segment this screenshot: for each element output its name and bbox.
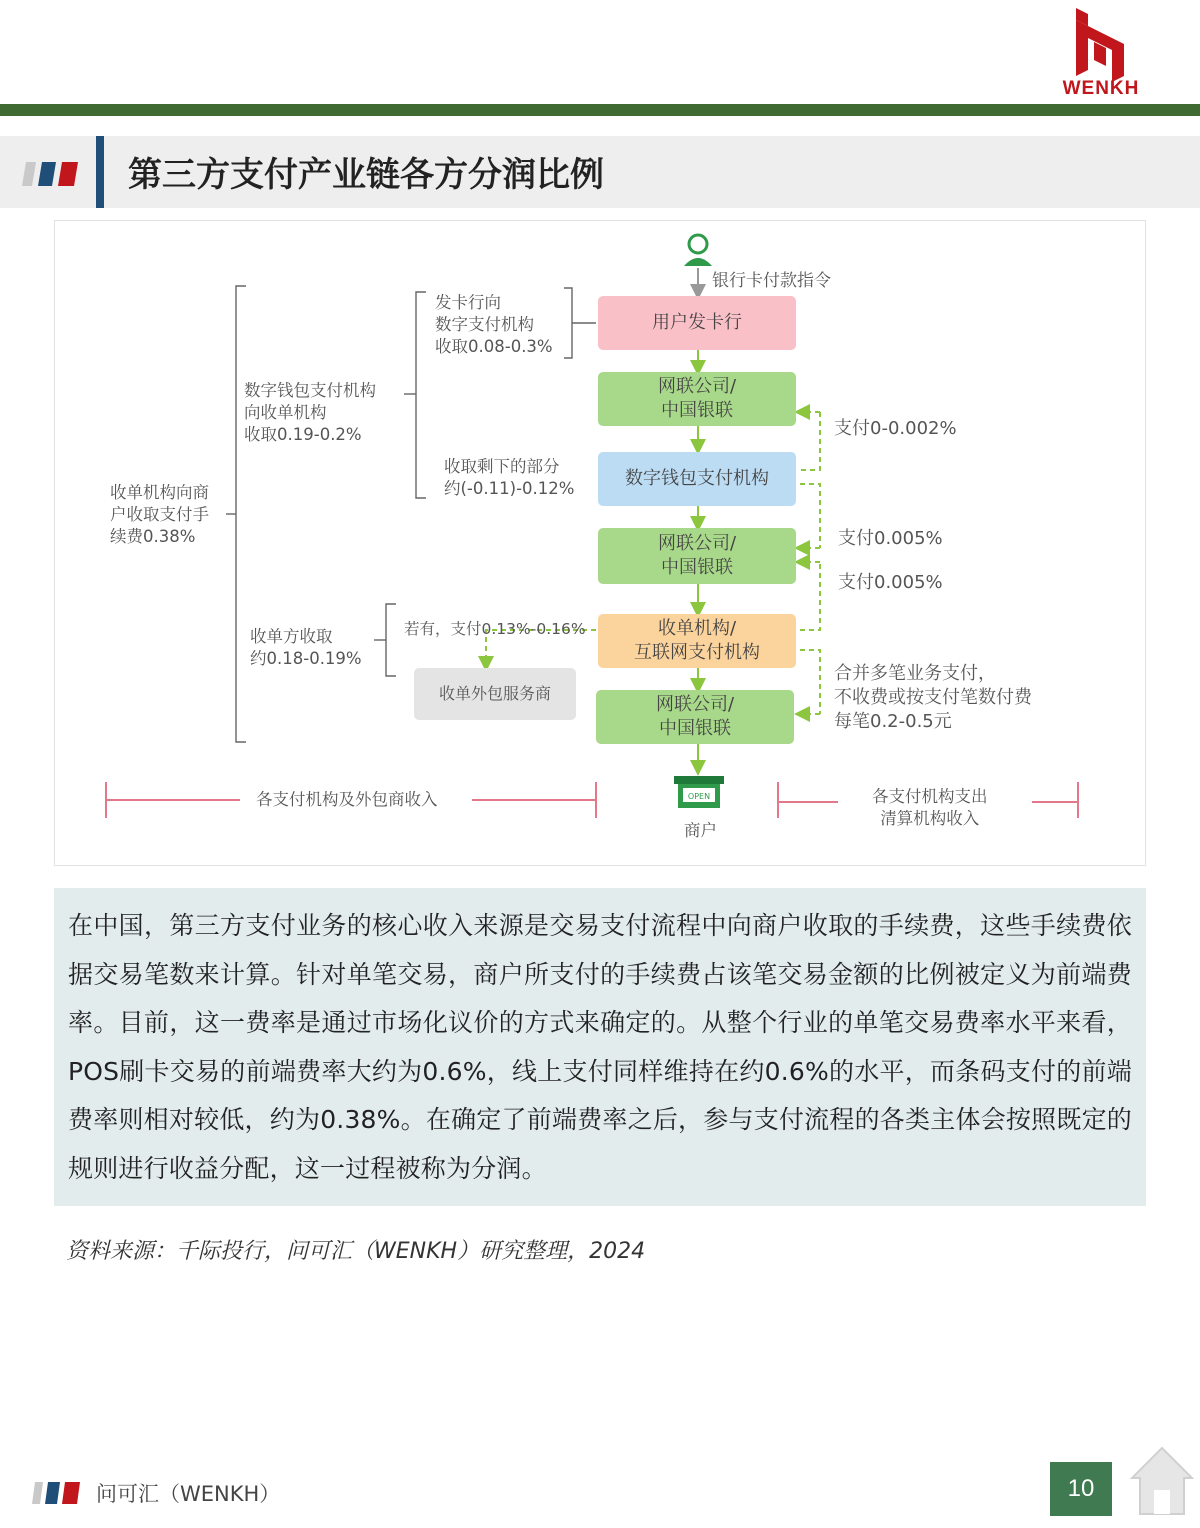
issuer-fee-label: 发卡行向 数字支付机构 收取0.08-0.3% [435,293,553,356]
outsource-pay-label: 若有，支付0.13%-0.16% [404,620,586,638]
pay-label-1: 支付0-0.002% [834,418,957,439]
outsourcer-box: 收单外包服务商 [414,668,576,720]
source-note: 资料来源：千际投行，问可汇（WENKH）研究整理，2024 [66,1239,646,1264]
pay-label-3: 支付0.005% [838,572,943,593]
home-icon[interactable] [1130,1444,1194,1518]
page-title: 第三方支付产业链各方分润比例 [128,155,604,195]
acquirer-fee-label: 收单机构向商 户收取支付手 续费0.38% [110,483,209,546]
issuer-bank-box: 用户发卡行 [598,296,796,350]
unionpay-box-2: 网联公司/ 中国银联 [598,528,796,584]
right-range-label: 各支付机构支出 清算机构收入 [872,787,988,828]
acquirer-take-label: 收单方收取 约0.18-0.19% [250,627,362,668]
shop-sign: OPEN [687,792,711,801]
shop-icon [674,776,724,808]
pay-label-2: 支付0.005% [838,528,943,549]
remaining-share-label: 收取剩下的部分 约(-0.11)-0.12% [444,457,575,498]
page-number: 10 [1050,1462,1112,1516]
summary-paragraph: 在中国，第三方支付业务的核心收入来源是交易支付流程中向商户收取的手续费，这些手续费依据交易笔数来计算。针对单笔交易，商户所支付的手续费占该笔交易金额的比例被定义为前端费率。目前，这一费率是通过市场化议价的方式来确定的。从整个行业的单笔交易费率水平来看，POS刷卡交易的前端费率大约为0.6%，线上支付同样维持在约0.6%的水平，而条码支付的前端费率则相对较低，约为0.38%。在确定了前端费率之后，参与支付流程的各类主体会按照既定的规则进行收益分配，这一过程被称为分润。 [68,911,1132,1183]
merchant-label: 商户 [684,821,717,840]
wallet-fee-label: 数字钱包支付机构 向收单机构 收取0.19-0.2% [244,381,376,444]
left-range-label: 各支付机构及外包商收入 [256,790,438,809]
pay-label-4: 合并多笔业务支付， 不收费或按支付笔数付费 每笔0.2-0.5元 [834,663,1032,732]
digital-wallet-box: 数字钱包支付机构 [598,452,796,506]
summary-box [54,888,1146,1206]
payment-instruction-label: 银行卡付款指令 [712,271,831,291]
footer-brand: 问可汇（WENKH） [96,1482,281,1506]
acquirer-box: 收单机构/ 互联网支付机构 [598,614,796,668]
footer-flag-icon [32,1482,80,1504]
brand-wordmark: WENKH [1062,78,1140,99]
unionpay-box-3: 网联公司/ 中国银联 [596,690,794,744]
unionpay-box-1: 网联公司/ 中国银联 [598,372,796,426]
user-icon [684,235,712,266]
